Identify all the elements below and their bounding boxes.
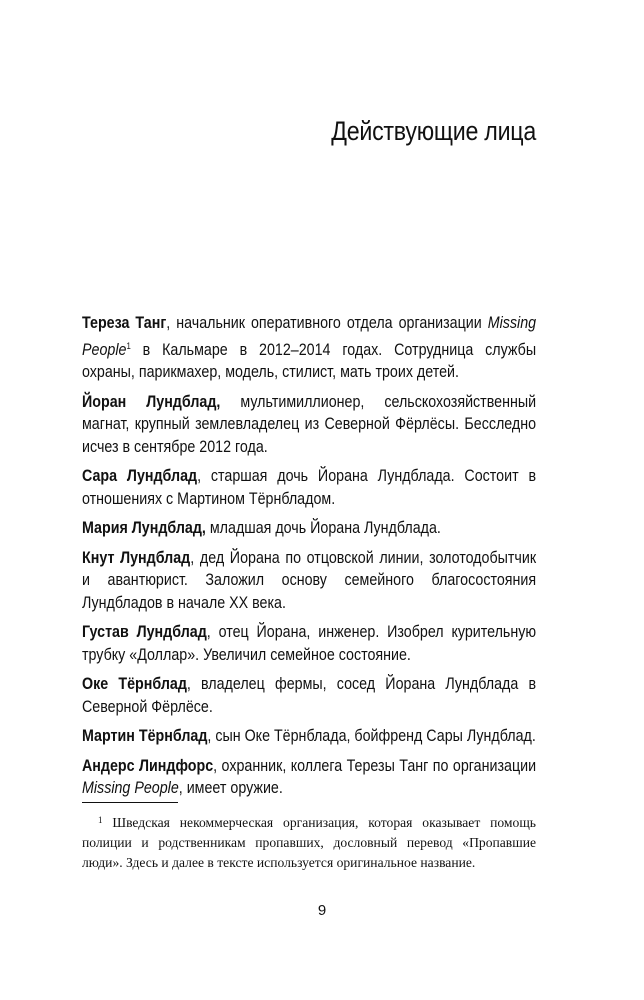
- name-separator: ,: [207, 726, 216, 745]
- character-name: Оке Тёрнблад: [82, 674, 187, 693]
- name-separator: ,: [197, 466, 211, 485]
- name-separator: [220, 392, 240, 411]
- footnote-text: Шведская некоммерческая организация, которая оказывает помощь полиции и родственникам пропавших, дословный перевод «Пропавшие люди». Здесь и далее в тексте используется оригинальное название.: [82, 815, 536, 870]
- character-list: [82, 312, 536, 807]
- character-entry: [82, 673, 536, 718]
- character-name: Мария Лундблад,: [82, 518, 206, 537]
- character-description: владелец фермы, сосед Йорана Лундблада в Северной Фёрлёсе.: [82, 674, 537, 716]
- footnote-divider: [82, 802, 178, 803]
- footnote-marker: 1: [126, 340, 131, 351]
- character-entry: [82, 755, 536, 800]
- character-description: начальник оперативного отдела организации: [176, 313, 488, 332]
- organization-name: Missing People: [82, 778, 179, 797]
- name-separator: ,: [213, 755, 222, 775]
- page-title: Действующие лица: [331, 116, 536, 146]
- character-description: охранник, коллега Терезы Танг по организации: [221, 755, 537, 775]
- character-name: Йоран Лундблад,: [82, 391, 221, 411]
- character-description: мультимиллионер, сельскохозяйственный магнат, крупный землевладелец из Северной Фёрлёсы. Бесследно исчез в сентябре 2012 года.: [82, 391, 537, 456]
- character-name: Кнут Лундблад: [82, 547, 191, 567]
- organization-name: Missing People: [82, 313, 537, 359]
- name-separator: ,: [190, 547, 200, 567]
- name-separator: ,: [206, 622, 219, 641]
- character-description: младшая дочь Йорана Лундблада.: [209, 518, 441, 537]
- character-description: дед Йорана по отцовской линии, золотодобытчик и авантюрист. Заложил основу семейного благосостояния Лундбладов в начале XX века.: [82, 547, 537, 612]
- character-entry: [82, 547, 536, 615]
- page-number: 9: [317, 902, 327, 919]
- character-entry: [82, 391, 536, 459]
- character-description: сын Оке Тёрнблада, бойфренд Сары Лундблад.: [215, 726, 536, 745]
- character-name: Мартин Тёрнблад: [82, 726, 208, 745]
- character-description-tail: в Кальмаре в 2012–2014 годах. Сотрудница службы охраны, парикмахер, модель, стилист, мать троих детей.: [82, 339, 537, 381]
- footnote: [82, 810, 536, 873]
- character-description-tail: , имеет оружие.: [178, 778, 283, 797]
- character-name: Сара Лундблад: [82, 466, 198, 485]
- character-entry: [82, 465, 536, 510]
- character-entry: [82, 312, 536, 384]
- character-description: отец Йорана, инженер. Изобрел курительную трубку «Доллар». Увеличил семейное состояние.: [82, 622, 537, 664]
- character-entry: [82, 725, 536, 748]
- name-separator: ,: [186, 674, 202, 693]
- character-name: Тереза Танг: [82, 313, 167, 332]
- name-separator: ,: [166, 313, 177, 332]
- character-entry: [82, 517, 536, 540]
- character-description: старшая дочь Йорана Лундблада. Состоит в отношениях с Мартином Тёрнбладом.: [82, 466, 537, 508]
- character-name: Андерс Линдфорс: [82, 755, 214, 775]
- character-name: Густав Лундблад: [82, 622, 207, 641]
- footnote-number: 1: [98, 815, 103, 825]
- character-entry: [82, 621, 536, 666]
